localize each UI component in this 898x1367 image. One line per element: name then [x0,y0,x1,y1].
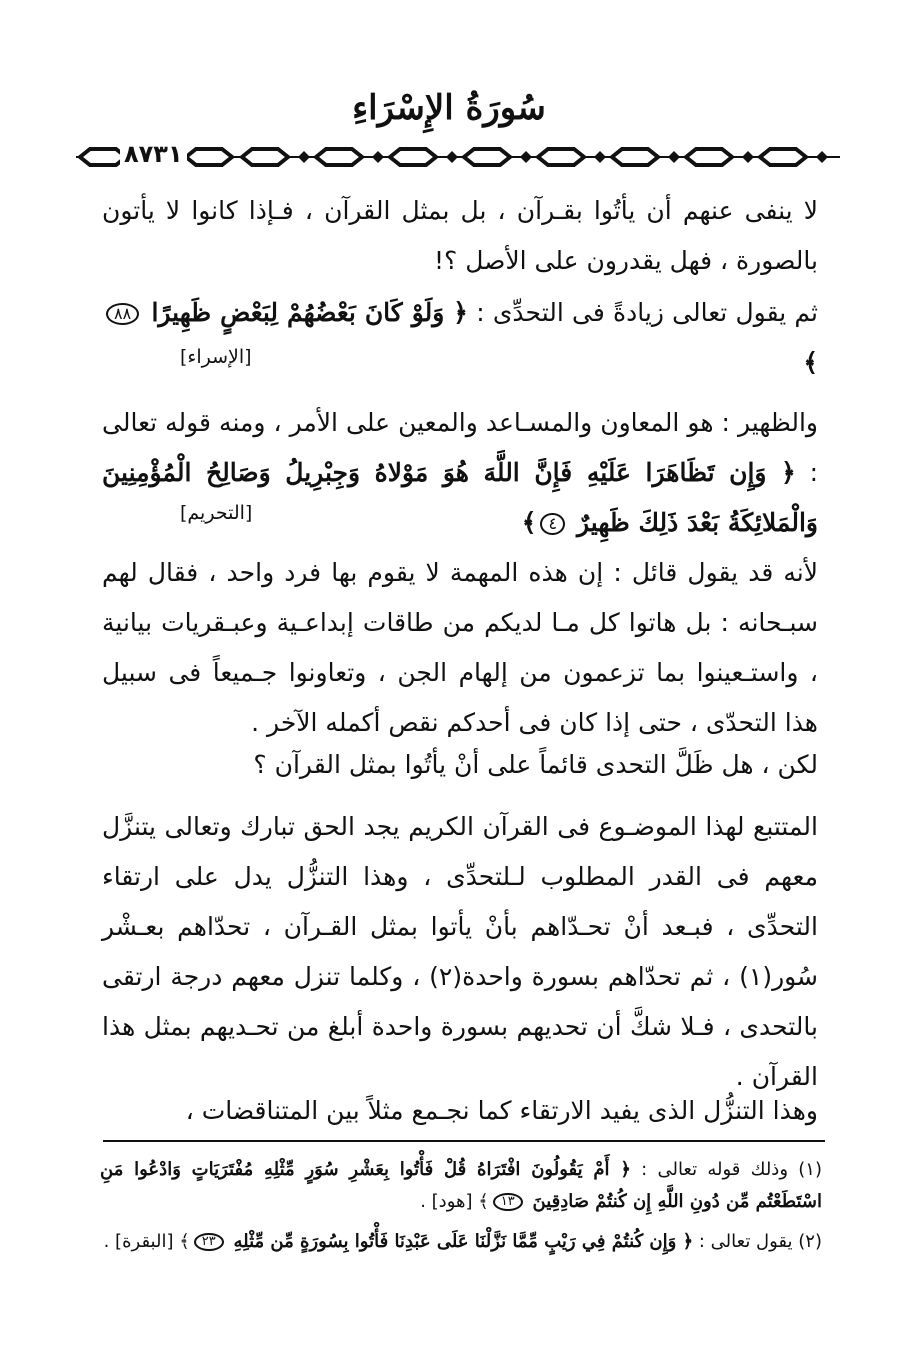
quran-verse-tahrim: ﴿ وَإِن تَظَاهَرَا عَلَيْهِ فَإِنَّ اللَّهَ هُوَ مَوْلاهُ وَجِبْرِيلُ وَصَالِحُ الْمُؤْمِنِينَ وَالْمَلائِكَةُ بَعْدَ ذَلِكَ ظَهِيرٌ [102,458,818,537]
footnote-1-close: ﴾ [هود] . [420,1191,489,1212]
footnote-1 [100,1154,822,1218]
quran-verse-isra: ﴿ وَلَوْ كَانَ بَعْضُهُمْ لِبَعْضٍ ظَهِيرًا [151,298,468,327]
ornamental-header-band [76,142,840,172]
paragraph-6: المتتبع لهذا الموضـوع فى القرآن الكريم يجد الحق تبارك وتعالى يتنزَّل معهم فى القدر المطلوب لـلتحدِّى ، وهذا التنزُّل يدل على ارتقاء التحدِّى ، فبـعد أنْ تحـدّاهم بأنْ يأتوا بمثل القـرآن ، تحدّاهم بعـشْر سُور(١) ، ثم تحدّاهم بسورة واحدة(٢) ، وكلما تنزل معهم درجة ارتقى بالتحدى ، فـلا شكَّ أن تحديهم بسورة واحدة أبلغ من تحـديهم بمثل هذا القرآن . [102,812,819,1091]
ayah-number-marker: ٤ [540,513,565,535]
verse-close-bracket: ﴾ [803,348,818,377]
paragraph-5: لكن ، هل ظَلَّ التحدى قائماً على أنْ يأتُوا بمثل القرآن ؟ [253,750,818,779]
paragraph-4: لأنه قد يقول قائل : إن هذه المهمة لا يقوم بها فرد واحد ، فقال لهم سبـحانه : بل هاتوا كل مـا لديكم من طاقات إبداعـية وعبـقريات بيانية ، واستـعينوا بما تزعمون من إلهام الجن ، وتعاونوا جـميعاً فى سبيل هذا التحدّى ، حتى إذا كان فى أحدكم نقص أكمله الآخر . [102,558,818,737]
ayah-number-marker: ٨٨ [106,303,139,325]
footnote-2-verse: ﴿ وَإِن كُنتُمْ فِي رَيْبٍ مِّمَّا نَزَّلْنَا عَلَى عَبْدِنَا فَأْتُوا بِسُورَةٍ مِّن مِّثْلِهِ [233,1231,694,1252]
paragraph-2-intro: ثم يقول تعالى زيادةً فى التحدِّى : [476,298,819,327]
footnote-2-intro: (٢) يقول تعالى : [698,1231,822,1252]
footnote-1-intro: (١) وذلك قوله تعالى : [641,1159,822,1180]
paragraph-3-intro: والظهير : هو المعاون والمسـاعد والمعين على الأمر ، ومنه قوله تعالى : [102,408,818,487]
verse-close-bracket: ﴾ [521,508,537,537]
surah-reference: [التحريم] [180,502,253,524]
page-number: ٨٧٣١ [120,140,187,168]
paragraph-2 [102,288,818,388]
footnote-1-verse: ﴿ أَمْ يَقُولُونَ افْتَرَاهُ قُلْ فَأْتُوا بِعَشْرِ سُوَرٍ مِّثْلِهِ مُفْتَرَيَاتٍ وَادْعُوا مَنِ اسْتَطَعْتُم مِّن دُونِ اللَّهِ إِن كُنتُمْ صَادِقِينَ [100,1159,822,1212]
footnote-2-close: ﴾ [البقرة] . [103,1231,190,1252]
paragraph-7: وهذا التنزُّل الذى يفيد الارتقاء كما نجـمع مثلاً بين المتناقضات ، [185,1096,818,1125]
footnote-2 [100,1226,822,1258]
paragraph-3 [102,398,818,548]
paragraph-1: لا ينفى عنهم أن يأتُوا بقـرآن ، بل بمثل القرآن ، فـإذا كانوا لا يأتون بالصورة ، فهل يقدرون على الأصل ؟! [102,196,818,275]
surah-title: سُورَةُ الإِسْرَاءِ [352,88,546,128]
ayah-number-marker: ٢٣ [194,1233,224,1251]
surah-reference: [الإسراء] [180,346,252,368]
ayah-number-marker: ١٣ [493,1193,523,1211]
footnote-divider [103,1140,825,1142]
